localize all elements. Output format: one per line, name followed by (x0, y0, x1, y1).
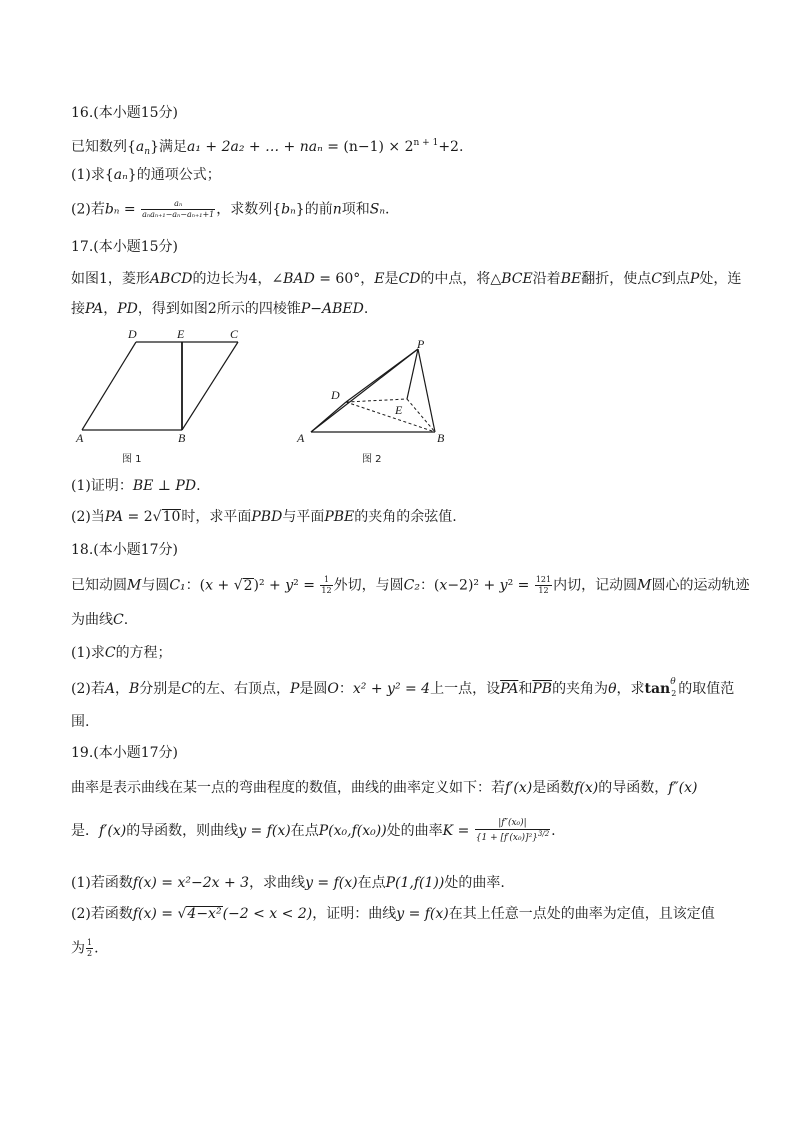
q19-line1: 曲率是表示曲线在某一点的弯曲程度的数值，曲线的曲率定义如下：若f′(x)是函数f(x)的导函数，f″(x) (71, 780, 698, 796)
q16-fraction: $\frac{\text{aₙ}}{\text{aₙaₙ₊₁−aₙ−aₙ₊₁+1}}$ (142, 199, 215, 219)
q18-line2: 为曲线C. (71, 612, 129, 628)
label-D: D (128, 327, 137, 341)
q16-header: 16.(本小题15分) (71, 105, 179, 121)
figure-1-rhombus (70, 326, 250, 466)
label-C: C (230, 327, 239, 341)
figure-2-pyramid (290, 336, 460, 466)
edge-DA (82, 342, 136, 430)
fraction-121-12: $\frac{121}{12}$ (535, 575, 552, 595)
q19-part2-continued: 为 $\frac{1}{2}$ . (71, 938, 99, 958)
edge-DP (346, 349, 418, 402)
q19-part1: (1)若函数f(x) = x²−2x + 3，求曲线y = f(x)在点P(1,f(1))处的曲率. (71, 875, 505, 891)
label-A: A (76, 431, 84, 445)
label-B: B (437, 431, 445, 445)
q17-part2: (2)当PA = 2√10时，求平面PBD与平面PBE的夹角的余弦值. (71, 509, 457, 525)
q19-header: 19.(本小题17分) (71, 745, 179, 761)
edge-PB (418, 349, 435, 432)
fraction-1-12: $\frac{1}{12}$ (321, 575, 332, 595)
q18-part2: (2)若A，B分别是C的左、右顶点，P是圆O：x² + y² = 4上一点，设$\overline{PA}$和$\overline{PB}$的夹角为θ，求tan θ 2 的取值范 (71, 677, 735, 698)
label-P: P (417, 337, 425, 351)
curvature-fraction: $\frac{\text{|f″(x₀)|}}{\{1 + [f'(x_0)]^2\}^{3/2}}$ (475, 818, 550, 843)
q19-line2: 是．f′(x)的导函数，则曲线y = f(x)在点P(x₀,f(x₀))处的曲率K = $\frac{\text{|f″(x₀)|}}{\{1 + [f'(x_0)]^2\}^{3/2}}$ . (71, 818, 556, 843)
vector-PA: $\overline{PA}$ (500, 681, 519, 697)
q18-part1: (1)求C的方程； (71, 645, 172, 661)
q16-part1: (1)求{aₙ}的通项公式； (71, 167, 221, 183)
q18-line1: 已知动圆M与圆C₁：(x + √2)² + y² = $\frac{1}{12}$ 外切，与圆C₂：(x−2)² + y² = $\frac{121}{12}$ 内切，记动圆M圆心的运动轨迹 (71, 575, 750, 595)
label-E: E (177, 327, 185, 341)
figure-2-caption: 图 2 (362, 454, 382, 465)
q17-header: 17.(本小题15分) (71, 239, 179, 255)
q18-part2-continued: 围. (71, 714, 90, 730)
vector-PB: $\overline{PB}$ (532, 681, 553, 697)
edge-DE-hidden (346, 399, 407, 402)
half-theta: θ 2 (670, 677, 677, 698)
label-B: B (178, 431, 186, 445)
label-A: A (297, 431, 305, 445)
q17-line2: 接PA，PD，得到如图2所示的四棱锥P−ABED. (71, 301, 369, 317)
figure-1-caption: 图 1 (122, 454, 142, 465)
q19-part2: (2)若函数f(x) = √4−x²(−2 < x < 2)，证明：曲线y = f(x)在其上任意一点处的曲率为定值，且该定值 (71, 906, 715, 922)
q18-header: 18.(本小题17分) (71, 542, 179, 558)
q17-part1: (1)证明：BE ⊥ PD. (71, 478, 201, 494)
label-D: D (331, 388, 340, 402)
q16-stem: 已知数列$\{a_n\}$满足a₁ + 2a₂ + … + $na_n = (n-1) \times 2^{n + 1}+2$. (71, 138, 464, 157)
label-E: E (395, 403, 403, 417)
q16-part2: (2)若bₙ = $\frac{\text{aₙ}}{\text{aₙaₙ₊₁−aₙ−aₙ₊₁+1}}$ ，求数列{bₙ}的前n项和Sₙ. (71, 199, 390, 219)
fraction-1-2: $\frac{1}{2}$ (87, 938, 93, 958)
q17-line1: 如图1，菱形ABCD的边长为4，∠BAD = 60°，E是CD的中点，将△BCE沿着BE翻折，使点C到点P处，连 (71, 271, 742, 287)
edge-BC (182, 342, 238, 430)
